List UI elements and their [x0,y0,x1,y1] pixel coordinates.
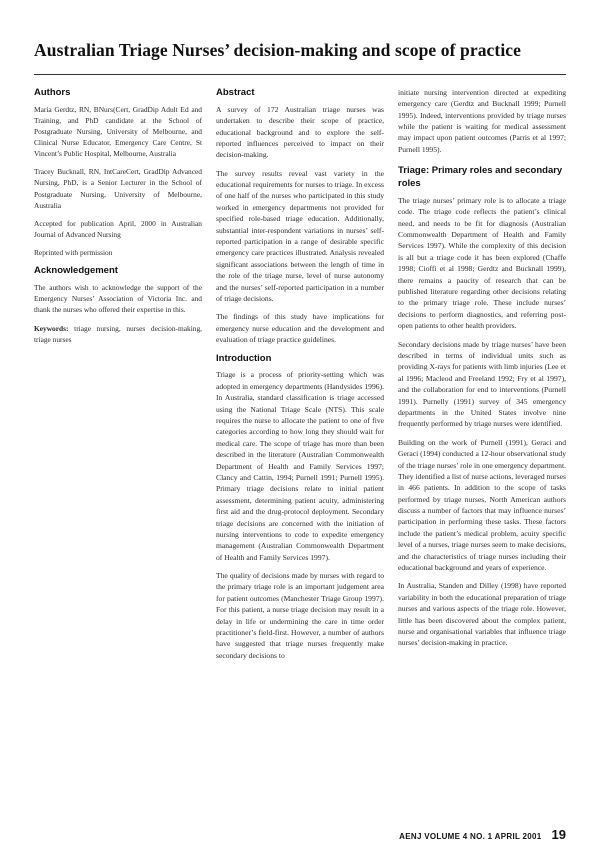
abstract-paragraph-3: The findings of this study have implications for emergency nurse education and the development and evaluation of triage practice guidelines. [216,312,384,345]
triage-paragraph-3: Building on the work of Purnell (1991), Geraci and Geraci (1994) conducted a 12-hour observational study of the triage nurses’ role in one emergency department. They identified a list of nurse actions, leveraged nurses in 466 patients. In addition to the scope of tasks performed by triage nurses, North American authors discuss a number of factors that may influence nurses’ participation in performing these tasks. These factors include the patient’s medical problem, acuity specific level of a nurses, triage nurses seem to make decisions, and the characteristics of triage nurses including their educational background and years of experience. [398,437,566,573]
introduction-paragraph-2: The quality of decisions made by nurses with regard to the primary triage role is an important judgement area for patient outcomes (Manchester Triage Group 1997). For this patient, a nurse triage decision may result in a delay in life or undermining the care in time order practitioner’s field-first. However, a number of authors have suggested that triage nurses frequently make secondary decisions to [216,571,384,660]
triage-paragraph-4: In Australia, Standen and Dilley (1998) have reported variability in both the educational preparation of triage nurses and various aspects of the triage role. However, little has been discovered about the complex patient, nurse and organisational variables that influence triage nurses’ decision-making in practice. [398,581,566,648]
acknowledgement-text: The authors wish to acknowledge the support of the Emergency Nurses’ Association of Victoria Inc. and thank the nurses who offered their expertise in this. [34,282,202,315]
column-abstract [216,87,384,668]
journal-citation: AENJ VOLUME 4 NO. 1 APRIL 2001 [399,832,542,841]
page-title: Australian Triage Nurses’ decision-making and scope of practice [34,40,522,60]
keywords-text: triage nursing, nurses decision-making, triage nurses [34,324,202,345]
triage-paragraph-2: Secondary decisions made by triage nurses’ have been described in terms of individual units such as providing X-rays for patients with limb injuries (Lee et al 1996; Macleod and Freeland 1992; Fry et al 1997), and the collaboration for end to interventions (Purnell 1991). Purnelly (1991) survey of 345 emergency departments in the United States involve nine frequently performed by triage nurses were identified. [398,339,566,429]
author-bio-2: Tracey Bucknall, RN, IntCareCert, GradDip Advanced Nursing, PhD, is a Senior Lecturer in the School of Postgraduate Nursing, University of Melbourne, Australia [34,167,202,210]
column-body [398,87,566,656]
author-bio-1: Maria Gerdtz, RN, BNurs(Cert, GradDip Adult Ed and Training, and PhD candidate at the School of Postgraduate Nursing, University of Melbourne, and Clinical Nurse Educator, Emergency Care Centre, St Vincent’s Public Hospital, Melbourne, Australia [34,104,202,159]
reprint-note: Reprinted with permission [34,247,113,257]
page-number: 19 [551,827,566,842]
abstract-heading: Abstract [216,86,255,98]
page-footer [34,827,566,842]
abstract-paragraph-2: The survey results reveal vast variety in the educational requirements for nurses to triage. In excess of one half of the nurses who participated in this study worked in emergency departments not provided for specified role-based triage education. Additionally, substantial inter-respondent variations in nurses’ self-reported participation in a range of desirable specific emergency care practices illustrated. Analysis revealed significant associations between the length of time in the role of the triage nurse, level of nurse autonomy and the nurses’ self-reported participation in a number of triage decisions. [216,168,384,303]
authors-heading: Authors [34,86,71,98]
introduction-paragraph-1: Triage is a process of priority-setting which was adopted in emergency departments (Handysides 1996). In Australia, standard classification is triage accessed using the National Triage Scale (NTS). This scale requires the nurse to allocate the patient to one of five categories according to how long they should wait for medical care. The scope of triage has more than been described in the literature (Australian Commonwealth Department of Health and Family Services 1997; Clancy and Cattin, 1994; Purnell 1991; Purnell 1995). Primary triage decisions relate to initial patient assessment, determining patient acuity, administering first aid and the drug-protocol deployment. Secondary triage decisions are concerned with the initiation of nursing interventions to code to expedite emergency management (Australian Commonwealth Department of Health and Family Services 1997). [216,370,384,562]
three-column-layout [34,87,566,668]
acknowledgement-heading: Acknowledgement [34,265,118,277]
abstract-paragraph-1: A survey of 172 Australian triage nurses was undertaken to describe their scope of practice, educational background and to explore the self-reported influences perceived to impact on their decision-making. [216,104,384,160]
keywords-line [34,323,202,345]
body-paragraph-1: initiate nursing intervention directed at expediting emergency care (Gerdtz and Bucknall 1999; Purnell 1995). Indeed, interventions provided by triage nurses while the patient is waiting for medical assessment may impact upon patient outcomes (Parris et al 1997; Purnell 1995). [398,87,566,154]
introduction-heading: Introduction [216,352,272,364]
triage-paragraph-1: The triage nurses’ primary role is to allocate a triage code. The triage code reflects the patient’s clinical need, and needs to be fit for diagnosis (Australian Commonwealth Department of Health and Family Services 1997). While the complexity of this decision is all but a triage code it has been explored (Chaffe 1998; Cioffi et al 1998; Gerdtz and Bucknall 1999), there remains a paucity of research that can be published literature regarding other decisions relating to the primary triage role. These include nurses’ decisions to perform diagnostics, and referring post-open patients to other health providers. [398,195,566,331]
title-divider [34,74,566,75]
keywords-label: Keywords: [34,324,69,334]
triage-roles-heading: Triage: Primary roles and secondary roles [398,165,563,189]
accepted-note: Accepted for publication April, 2000 in Australian Journal of Advanced Nursing [34,218,202,239]
column-authors [34,87,202,353]
